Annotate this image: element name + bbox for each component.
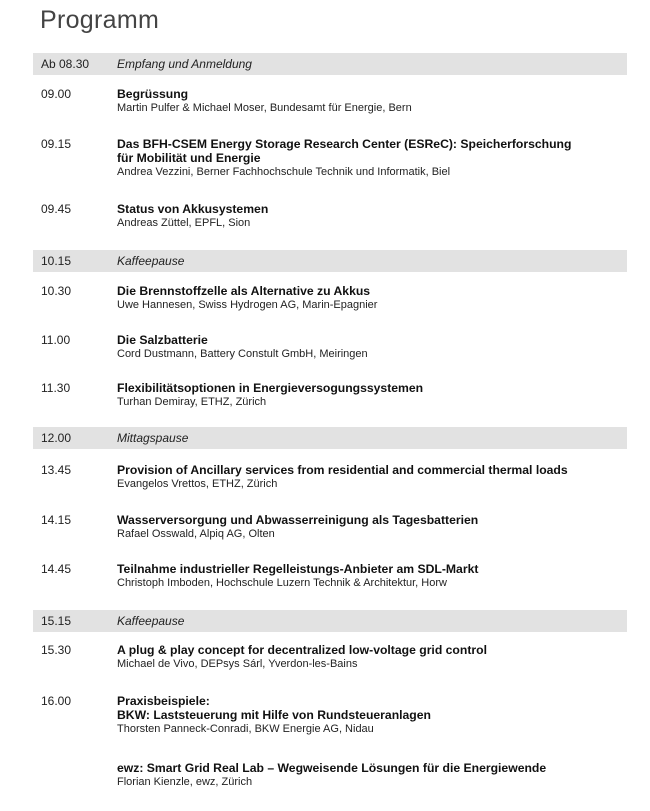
- talk-title: Status von Akkusystemen: [117, 202, 269, 216]
- time-label: 10.15: [41, 254, 72, 268]
- time-label: 09.15: [41, 137, 72, 151]
- talk-title: Wasserversorgung und Abwasserreinigung als Tagesbatterien: [117, 513, 479, 527]
- time-label: 11.30: [41, 381, 71, 395]
- talk-title: Flexibilitätsoptionen in Energieversogungssystemen: [117, 381, 424, 395]
- schedule-break-row: [33, 610, 627, 632]
- talk-title: Die Salzbatterie: [117, 333, 208, 347]
- speaker-line: Evangelos Vrettos, ETHZ, Zürich: [117, 478, 278, 490]
- time-label: 15.15: [41, 614, 72, 628]
- talk-title: Das BFH-CSEM Energy Storage Research Center (ESReC): Speicherforschung: [117, 137, 572, 151]
- speaker-line: Rafael Osswald, Alpiq AG, Olten: [117, 528, 275, 540]
- time-label: Ab 08.30: [41, 57, 90, 71]
- schedule-break-row: [33, 427, 627, 449]
- speaker-line: Turhan Demiray, ETHZ, Zürich: [117, 396, 267, 408]
- speaker-line: Martin Pulfer & Michael Moser, Bundesamt für Energie, Bern: [117, 102, 412, 114]
- talk-title-continued: für Mobilität und Energie: [117, 151, 261, 165]
- break-label: Kaffeepause: [117, 614, 185, 628]
- time-label: 10.30: [41, 284, 72, 298]
- break-label: Mittagspause: [117, 431, 189, 445]
- talk-title: A plug & play concept for decentralized low-voltage grid control: [117, 643, 487, 657]
- talk-title: Begrüssung: [117, 87, 189, 101]
- talk-title: ewz: Smart Grid Real Lab – Wegweisende Lösungen für die Energiewende: [117, 761, 547, 775]
- time-label: 13.45: [41, 463, 72, 477]
- time-label: 11.00: [41, 333, 71, 347]
- talk-title: Teilnahme industrieller Regelleistungs-Anbieter am SDL-Markt: [117, 562, 479, 576]
- speaker-line: Cord Dustmann, Battery Constult GmbH, Meiringen: [117, 348, 368, 360]
- speaker-line: Thorsten Panneck-Conradi, BKW Energie AG, Nidau: [117, 723, 374, 735]
- speaker-line: Andreas Züttel, EPFL, Sion: [117, 217, 251, 229]
- talk-title: Provision of Ancillary services from residential and commercial thermal loads: [117, 463, 568, 477]
- speaker-line: Michael de Vivo, DEPsys Sárl, Yverdon-les-Bains: [117, 658, 358, 670]
- time-label: 09.00: [41, 87, 72, 101]
- time-label: 09.45: [41, 202, 72, 216]
- schedule-break-row: [33, 53, 627, 75]
- time-label: 15.30: [41, 643, 72, 657]
- time-label: 12.00: [41, 431, 72, 445]
- talk-title: Die Brennstoffzelle als Alternative zu Akkus: [117, 284, 371, 298]
- break-label: Kaffeepause: [117, 254, 185, 268]
- speaker-line: Florian Kienzle, ewz, Zürich: [117, 776, 253, 788]
- page-title: Programm: [40, 6, 160, 34]
- speaker-line: Uwe Hannesen, Swiss Hydrogen AG, Marin-Epagnier: [117, 299, 378, 311]
- break-label: Empfang und Anmeldung: [117, 57, 252, 71]
- time-label: 14.45: [41, 562, 72, 576]
- speaker-line: Christoph Imboden, Hochschule Luzern Technik & Architektur, Horw: [117, 577, 447, 589]
- schedule-break-row: [33, 250, 627, 272]
- time-label: 16.00: [41, 694, 72, 708]
- talk-title-continued: BKW: Laststeuerung mit Hilfe von Rundsteueranlagen: [117, 708, 431, 722]
- time-label: 14.15: [41, 513, 72, 527]
- speaker-line: Andrea Vezzini, Berner Fachhochschule Technik und Informatik, Biel: [117, 166, 451, 178]
- talk-title: Praxisbeispiele:: [117, 694, 210, 708]
